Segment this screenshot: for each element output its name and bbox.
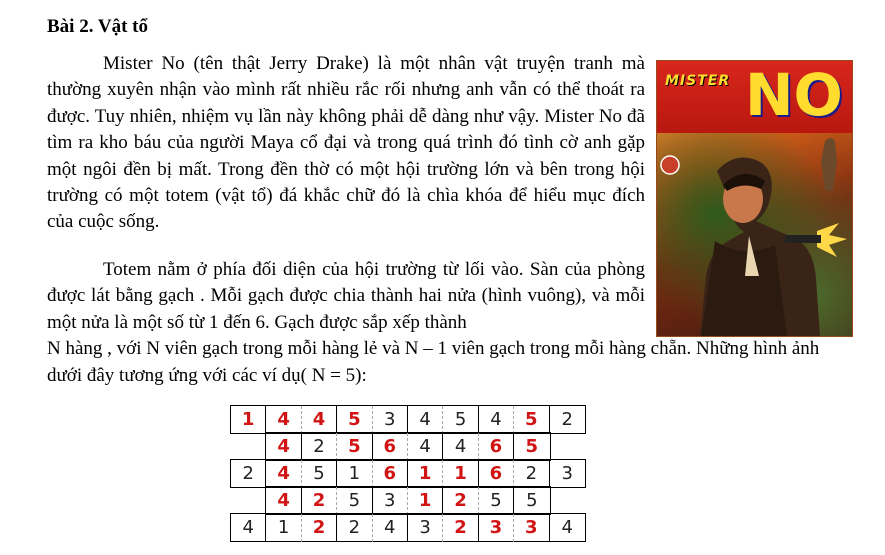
tile-half-cell: 1 [408, 460, 443, 488]
tile-half-cell: 2 [514, 460, 549, 488]
tile-half-cell: 4 [373, 514, 408, 542]
cover-brand-text: MISTER [665, 73, 731, 89]
tile-half-cell: 2 [302, 433, 337, 461]
floor-paragraph-part1: Totem nằm ở phía đối diện của hội trường từ lối vào. Sàn của phòng được lát bằng gạch . Mỗi gạch được chia thành hai nửa (hình vuông), và mỗi một nửa là một số từ 1 đến 6. Gạch được sắp xếp thành [47, 259, 645, 333]
tile-half-cell: 4 [231, 514, 266, 542]
tile-half-cell: 6 [479, 433, 514, 461]
problem-title: Bài 2. Vật tổ [47, 16, 148, 37]
tile-half-cell: 1 [266, 514, 301, 542]
tile-half-cell: 3 [514, 514, 549, 542]
tile-half-cell: 3 [408, 514, 443, 542]
tile-half-cell: 4 [408, 406, 443, 434]
tile-half-cell: 1 [443, 460, 478, 488]
tile-half-cell: 4 [266, 487, 301, 515]
tile-half-cell: 4 [408, 433, 443, 461]
tile-half-cell: 2 [561, 409, 573, 430]
tile-half-cell: 2 [231, 460, 266, 488]
tile-half-cell: 2 [337, 514, 372, 542]
tile-half-cell: 6 [373, 433, 408, 461]
tile-half-cell: 4 [479, 406, 514, 434]
tile-half-cell: 5 [525, 436, 539, 457]
tile-half-cell: 2 [443, 487, 478, 515]
tile-half-cell: 3 [561, 463, 573, 484]
tile-half-cell: 1 [231, 406, 266, 434]
tile-half-cell: 4 [266, 406, 301, 434]
tile-half-cell: 5 [337, 433, 372, 461]
tile-half-cell: 5 [302, 460, 337, 488]
tile-row [230, 459, 586, 488]
tile-half-cell: 3 [373, 406, 408, 434]
floor-paragraph-part2: N hàng , với N viên gạch trong mỗi hàng lẻ và N – 1 viên gạch trong mỗi hàng chẵn. Những hình ảnh dưới đây tương ứng với các ví dụ( N = 5): [47, 338, 820, 386]
tile-half-cell: 4 [561, 517, 573, 538]
tile-half-cell: 5 [443, 406, 478, 434]
tile-half-cell: 6 [479, 460, 514, 488]
tile-row [265, 486, 550, 515]
cover-hero-illustration [657, 61, 852, 336]
tile-half-cell: 1 [408, 487, 443, 515]
tile-half-cell: 4 [266, 460, 301, 488]
floor-paragraph [47, 257, 820, 389]
tile-half-cell: 2 [443, 514, 478, 542]
tile-half-cell: 2 [302, 487, 337, 515]
tile-half-cell: 5 [337, 406, 372, 434]
mister-no-comic-cover [656, 60, 853, 337]
tile-row [230, 513, 586, 542]
tile-row [230, 405, 586, 434]
tile-half-cell: 3 [479, 514, 514, 542]
tile-half-cell: 4 [266, 433, 301, 461]
tile-grid [230, 405, 586, 545]
tile-row [265, 432, 550, 461]
tile-half-cell: 1 [337, 460, 372, 488]
intro-paragraph: Mister No (tên thật Jerry Drake) là một nhân vật truyện tranh mà thường xuyên nhận vào mình rất nhiều rắc rối nhưng anh vẫn có thể thoát ra được. Tuy nhiên, nhiệm vụ lần này không phải dễ dàng như vậy. Mister No đã tìm ra kho báu của người Maya cổ đại và trong quá trình đó tình cờ anh gặp một ngôi đền bị mất. Trong đền thờ có một hội trường lớn và bên trong hội trường có một totem (vật tổ) đá khắc chữ đó là chìa khóa để hiểu mục đích của cuộc sống. [47, 53, 645, 233]
tile-half-cell: 5 [526, 490, 538, 511]
cover-logo-text: NO [745, 61, 843, 129]
tile-half-cell: 3 [373, 487, 408, 515]
tile-half-cell: 5 [479, 487, 514, 515]
tile-half-cell: 5 [514, 406, 549, 434]
tile-half-cell: 2 [302, 514, 337, 542]
tile-half-cell: 4 [302, 406, 337, 434]
tile-half-cell: 5 [337, 487, 372, 515]
tile-half-cell: 4 [443, 433, 478, 461]
tile-half-cell: 6 [373, 460, 408, 488]
